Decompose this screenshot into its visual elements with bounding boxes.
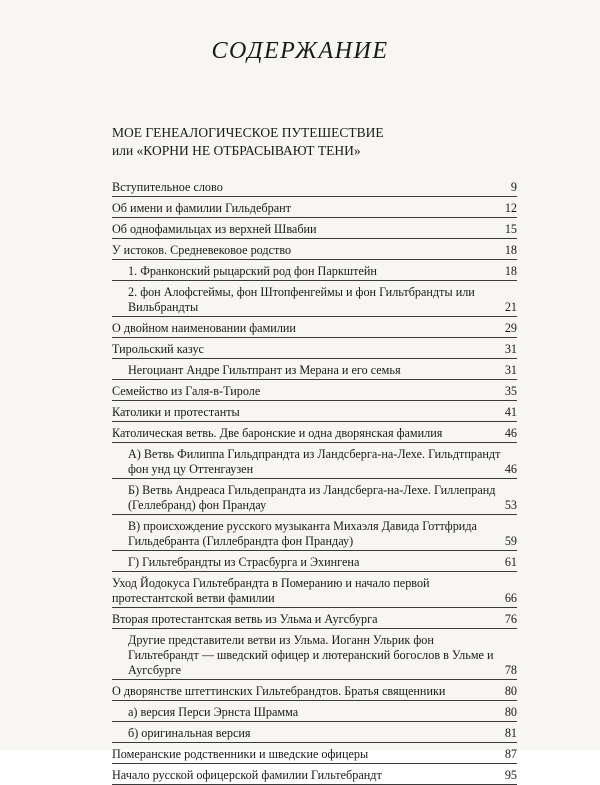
section-heading-line-1: МОЕ ГЕНЕАЛОГИЧЕСКОЕ ПУТЕШЕСТВИЕ [112,125,384,140]
toc-entry-page: 81 [504,726,517,740]
toc-entry-text: Начало русской офицерской фамилии Гильтебрандт [112,768,382,782]
toc-entry [112,197,517,218]
toc-entry-page: 59 [504,534,517,548]
toc-entry-text: Католическая ветвь. Две баронские и одна дворянская фамилия [112,426,443,440]
toc-entry-page: 18 [504,243,517,257]
toc-entry-text: Негоциант Андре Гильтпрант из Мерана и его семья [128,363,401,377]
toc-entry-text: Семейство из Галя-в-Тироле [112,384,261,398]
toc-entry-text: О дворянстве штеттинских Гильтебрандтов. Братья священники [112,684,446,698]
toc-entry-text: Об имени и фамилии Гильдебрант [112,201,291,215]
toc-entry-page: 87 [504,747,517,761]
toc-entry-text: Об однофамильцах из верхней Швабии [112,222,317,236]
toc-entry [112,380,517,401]
toc-entry [112,317,517,338]
toc-entry-text: Б) Ветвь Андреаса Гильдепрандта из Ландсберга-на-Лехе. Гиллепранд (Геллебранд) фон Прандау [128,483,496,512]
section-heading-line-2: или «КОРНИ НЕ ОТБРАСЫВАЮТ ТЕНИ» [112,143,361,158]
toc-entry-page: 80 [504,684,517,698]
toc-entry-text: 2. фон Алофсгеймы, фон Штопфенгеймы и фон Гильтбрандты или Вильбрандты [128,285,475,314]
toc-entry [112,608,517,629]
toc-subentry [112,701,517,722]
toc-entry-text: У истоков. Средневековое родство [112,243,292,257]
toc-subentry [112,359,517,380]
toc-entry-page: 76 [504,612,517,626]
toc-entry-text: В) происхождение русского музыканта Михаэля Давида Готтфрида Гильдебранта (Гиллебрандта фон Прандау) [128,519,477,548]
toc-subentry [112,629,517,680]
toc-entry-text: Уход Йодокуса Гильтебрандта в Померанию и начало первой протестантской ветви фамилии [112,576,430,605]
toc-entry [112,764,517,785]
toc-entry-text: Католики и протестанты [112,405,240,419]
toc-entry-page: 46 [504,462,517,476]
toc-entry-page: 66 [504,591,517,605]
toc-subentry [112,260,517,281]
toc-entry-page: 31 [504,342,517,356]
toc-entry-page: 12 [504,201,517,215]
toc-entry-text: А) Ветвь Филиппа Гильдпрандта из Ландсберга-на-Лехе. Гильдтпрандт фон унд цу Оттенгаузен [128,447,501,476]
toc-entry-text: Вторая протестантская ветвь из Ульма и Аугсбурга [112,612,378,626]
toc-entry [112,218,517,239]
toc-entry [112,572,517,608]
toc-entry-page: 95 [504,768,517,782]
toc-entry-text: Тирольский казус [112,342,204,356]
toc-entry-page: 31 [504,363,517,377]
toc-entry [112,176,517,197]
toc-entry [112,422,517,443]
toc-entry [112,401,517,422]
toc-entry-text: б) оригинальная версия [128,726,251,740]
page-title: СОДЕРЖАНИЕ [211,38,389,64]
toc-subentry [112,722,517,743]
toc-subentry [112,443,517,479]
toc-entry-page: 78 [504,663,517,677]
toc-entry-text: а) версия Перси Эрнста Шрамма [128,705,299,719]
toc-entry [112,338,517,359]
toc-entry-page: 18 [504,264,517,278]
toc-entry [112,680,517,701]
toc-entry-page: 21 [504,300,517,314]
toc-entry-page: 46 [504,426,517,440]
toc-entry-page: 80 [504,705,517,719]
toc-entry [112,743,517,764]
toc-entry-text: Вступительное слово [112,180,223,194]
toc-entry-text: Померанские родственники и шведские офицеры [112,747,369,761]
toc-entry-text: Г) Гильтебрандты из Страсбурга и Эхингена [128,555,360,569]
toc-subentry [112,551,517,572]
toc-entry-page: 29 [504,321,517,335]
toc-subentry [112,281,517,317]
toc-subentry [112,479,517,515]
toc-entry-text: Другие представители ветви из Ульма. Иоганн Ульрик фон Гильтебрандт — шведский офицер и лютеранский богослов в Ульме и Аугсбурге [128,633,494,677]
toc-subentry [112,515,517,551]
table-of-contents [112,176,517,785]
toc-entry-page: 53 [504,498,517,512]
toc-entry-page: 41 [504,405,517,419]
toc-entry [112,239,517,260]
toc-entry-text: 1. Франконский рыцарский род фон Паркштейн [128,264,377,278]
section-heading [112,124,512,160]
toc-entry-text: О двойном наименовании фамилии [112,321,296,335]
toc-entry-page: 9 [510,180,517,194]
toc-entry-page: 35 [504,384,517,398]
toc-entry-page: 61 [504,555,517,569]
toc-entry-page: 15 [504,222,517,236]
